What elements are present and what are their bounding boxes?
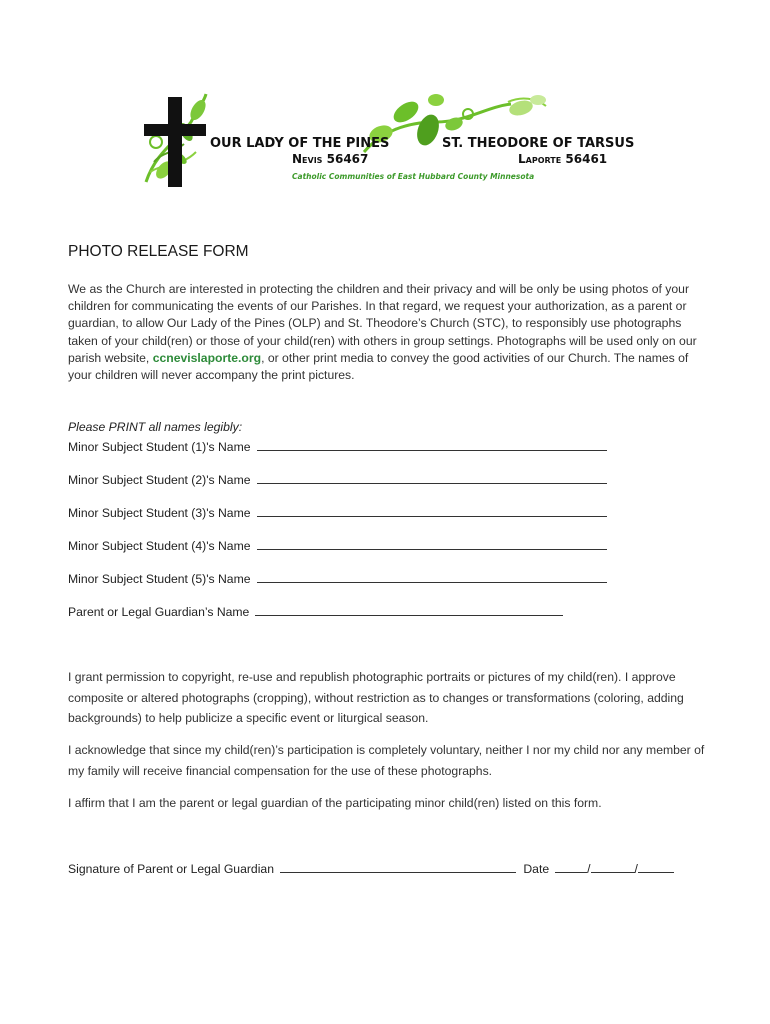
guardian-name-input[interactable] [255,603,563,616]
parish-name-olp: OUR LADY OF THE PINES [210,136,390,151]
student-1-row [68,438,607,454]
intro-paragraph [68,281,708,384]
page-title: PHOTO RELEASE FORM [68,243,249,260]
date-day-input[interactable] [591,860,635,873]
student-3-label: Minor Subject Student (3)'s Name [68,506,251,520]
student-4-input[interactable] [257,537,607,550]
date-year-input[interactable] [638,860,674,873]
date-separator-2: / [634,862,638,876]
parish-city-nevis: Nevis 56467 [292,152,369,166]
date-label: Date [523,862,550,876]
student-4-row [68,537,607,553]
signature-label: Signature of Parent or Legal Guardian [68,862,274,876]
student-2-label: Minor Subject Student (2)'s Name [68,473,251,487]
student-5-row [68,570,607,586]
intro-text-2: , or other print media to convey the good activities of our Church. The names of your children will never accompany the print pictures. [68,350,689,383]
affirm-paragraph: I affirm that I am the parent or legal guardian of the participating minor child(ren) listed on this form. [68,796,602,810]
student-2-input[interactable] [257,471,607,484]
intro-text-1: We as the Church are interested in protecting the children and their privacy and will be only be using photos of your children for communicating the events of our Parishes. In that regard, we request your authorization, as a parent or guardian, to allow Our Lady of the Pines (OLP) and St. Theodore’s Church (STC), to responsibly use photographs taken of your child(ren) or those of your child(ren) with others in group settings. Photographs will be used only on our parish website, [68,282,697,365]
student-1-input[interactable] [257,438,607,451]
student-4-label: Minor Subject Student (4)'s Name [68,539,251,553]
permission-paragraph: I grant permission to copyright, re-use and republish photographic portraits or pictures of my child(ren). I approve composite or altered photographs (cropping), without restriction as to changes or transformations (coloring, adding backgrounds) to help publicize a specific event or liturgical season. [68,670,684,725]
student-3-row [68,504,607,520]
acknowledge-paragraph: I acknowledge that since my child(ren)’s participation is completely voluntary, neither I nor my child nor any member of my family will receive financial compensation for the use of these photographs. [68,743,705,778]
date-month-input[interactable] [555,860,587,873]
parish-name-stc: ST. THEODORE OF TARSUS [442,136,635,151]
guardian-name-label: Parent or Legal Guardian’s Name [68,605,250,619]
student-3-input[interactable] [257,504,607,517]
parish-city-laporte: Laporte 56461 [518,152,608,166]
signature-row [68,860,674,876]
logo-tagline: Catholic Communities of East Hubbard County Minnesota [292,172,535,181]
date-separator-1: / [587,862,591,876]
guardian-name-row [68,603,563,619]
student-1-label: Minor Subject Student (1)'s Name [68,440,251,454]
student-5-label: Minor Subject Student (5)'s Name [68,572,251,586]
header-logo [136,92,636,192]
website-link[interactable]: ccnevislaporte.org [152,350,262,365]
student-2-row [68,471,607,487]
signature-input[interactable] [280,860,516,873]
student-5-input[interactable] [257,570,607,583]
print-note: Please PRINT all names legibly: [68,420,243,434]
